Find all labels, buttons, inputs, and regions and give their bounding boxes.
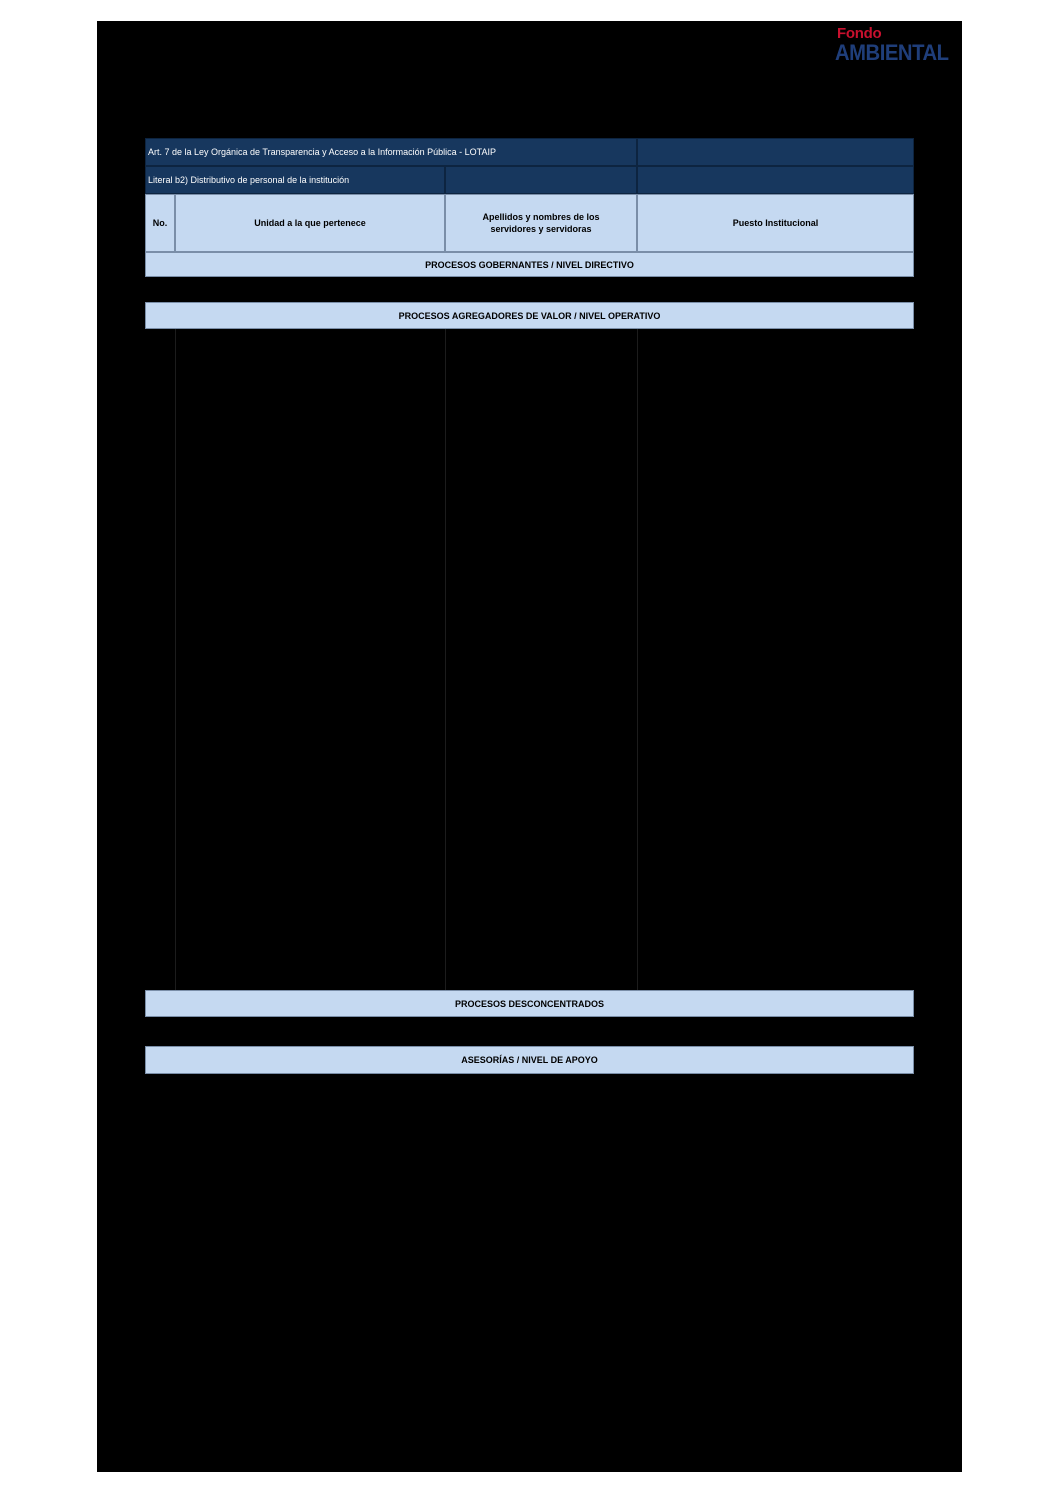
section-procesos-desconcentrados: PROCESOS DESCONCENTRADOS <box>145 990 914 1017</box>
logo-line-fondo: Fondo <box>837 25 882 42</box>
column-header-puesto: Puesto Institucional <box>637 194 914 252</box>
column-header-unidad: Unidad a la que pertenece <box>175 194 445 252</box>
literal-b2-empty-cell-2 <box>637 166 914 194</box>
section-asesorias-nivel-apoyo: ASESORÍAS / NIVEL DE APOYO <box>145 1046 914 1074</box>
literal-b2-cell: Literal b2) Distributivo de personal de la institución <box>145 166 445 194</box>
column-divider <box>175 329 176 990</box>
section-procesos-gobernantes: PROCESOS GOBERNANTES / NIVEL DIRECTIVO <box>145 252 914 277</box>
lotaip-title-cell: Art. 7 de la Ley Orgánica de Transparencia y Acceso a la Información Pública - LOTAIP <box>145 138 637 166</box>
column-divider <box>445 329 446 990</box>
section-procesos-agregadores: PROCESOS AGREGADORES DE VALOR / NIVEL OPERATIVO <box>145 302 914 329</box>
literal-b2-empty-cell-1 <box>445 166 637 194</box>
column-header-no: No. <box>145 194 175 252</box>
lotaip-title-empty-cell <box>637 138 914 166</box>
column-header-apellidos: Apellidos y nombres de los servidores y servidoras <box>445 194 637 252</box>
column-divider <box>637 329 638 990</box>
fondo-ambiental-logo <box>835 26 959 70</box>
logo-line-ambiental: AMBIENTAL <box>835 40 949 65</box>
